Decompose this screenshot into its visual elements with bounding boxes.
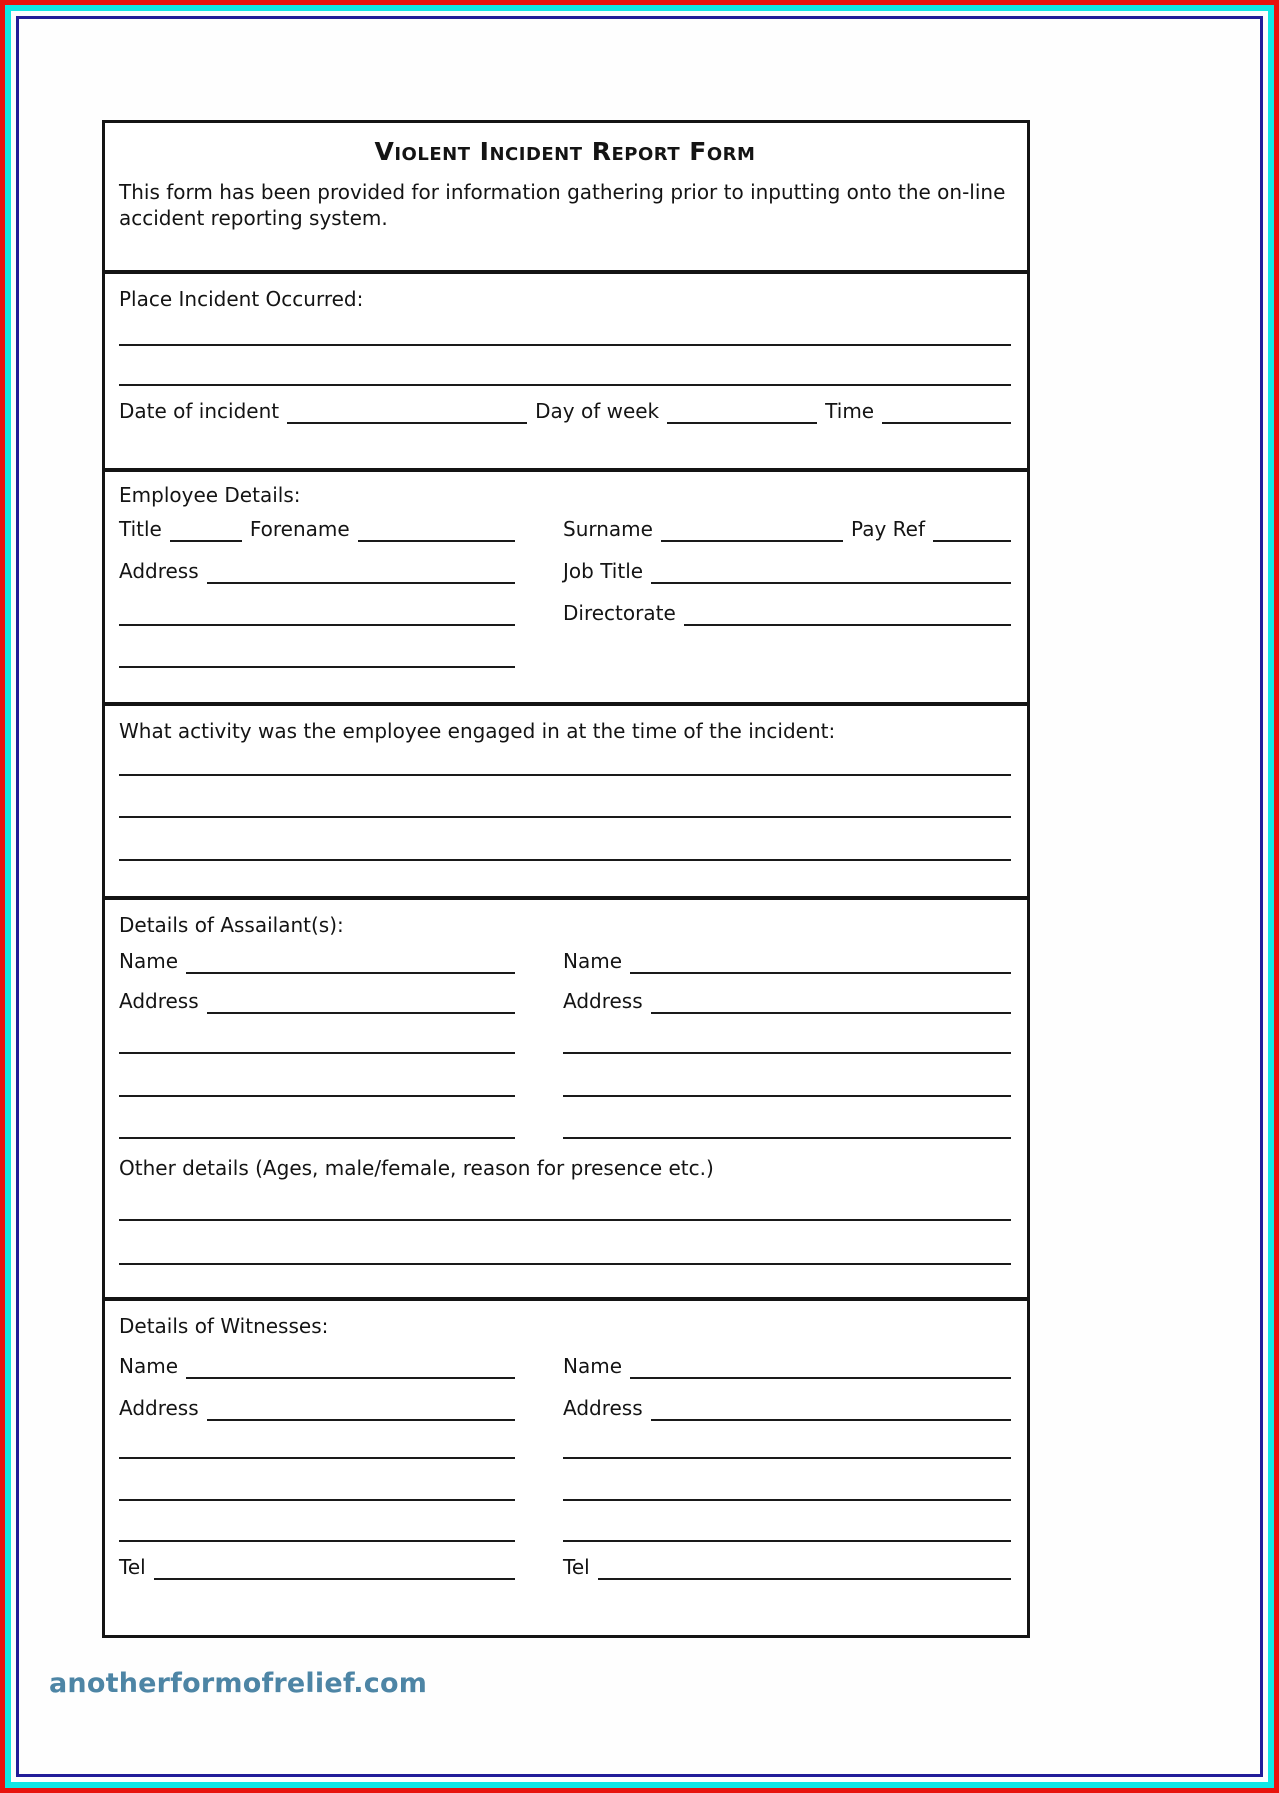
employee-columns [119,508,1011,668]
witness-2-address-label: Address [563,1396,643,1420]
date-of-incident-label: Date of incident [119,399,280,423]
pay-ref-label: Pay Ref [851,517,925,541]
activity-label: What activity was the employee engaged in at the time of the incident: [119,719,836,743]
date-row [119,398,1011,424]
witness-1-address-line-2[interactable] [119,1421,515,1459]
place-line-2[interactable] [119,346,1011,386]
witness-2-tel-label: Tel [563,1555,590,1579]
section-header [105,123,1027,270]
assailant-2-name-label: Name [563,949,623,973]
assailant-1-address-line-3[interactable] [119,1054,515,1097]
employee-address-line-3[interactable] [119,642,515,668]
assailant-2-address-line-1[interactable] [651,992,1011,1014]
assailant-2-address-label: Address [563,989,643,1013]
section-assailants [105,896,1027,1297]
assailant-2-address-line-4[interactable] [563,1097,1011,1139]
witness-1-address-line-1[interactable] [207,1399,515,1421]
title-label: Title [119,517,162,541]
place-incident-label: Place Incident Occurred: [119,287,364,311]
other-details-line-1[interactable] [119,1181,1011,1221]
activity-line-1[interactable] [119,744,1011,776]
employee-right-column [563,508,1011,626]
assailants-label: Details of Assailant(s): [119,913,344,937]
employee-left-column [119,508,515,668]
title-line[interactable] [170,520,242,542]
activity-line-3[interactable] [119,818,1011,861]
witness-2-name-label: Name [563,1354,623,1378]
section-place-incident [105,270,1027,468]
form-intro-line2: accident reporting system. [119,206,388,230]
witness-2-address-line-2[interactable] [563,1421,1011,1459]
witness-1-address-line-3[interactable] [119,1459,515,1501]
activity-line-2[interactable] [119,776,1011,818]
assailant-2-column [563,938,1011,1139]
witness-2-address-line-3[interactable] [563,1459,1011,1501]
witness-1-address-line-4[interactable] [119,1501,515,1542]
assailant-1-column [119,938,515,1139]
witness-2-column [563,1339,1011,1580]
employee-address-line-1[interactable] [207,562,515,584]
section-activity [105,702,1027,896]
witness-1-column [119,1339,515,1580]
witnesses-label: Details of Witnesses: [119,1314,329,1338]
witness-1-tel-line[interactable] [154,1558,515,1580]
assailants-columns [119,938,1011,1139]
time-label: Time [825,399,875,423]
witness-1-name-line[interactable] [186,1357,515,1379]
witness-1-tel-label: Tel [119,1555,146,1579]
incident-report-form [102,120,1030,1638]
other-details-label: Other details (Ages, male/female, reason for presence etc.) [119,1156,714,1180]
footer-watermark: anotherformofrelief.com [49,1668,428,1699]
surname-label: Surname [563,517,653,541]
assailant-2-address-line-2[interactable] [563,1014,1011,1054]
witness-1-address-label: Address [119,1396,199,1420]
assailant-2-address-line-3[interactable] [563,1054,1011,1097]
employee-address-line-2[interactable] [119,600,515,626]
page-border-cyan [5,5,1274,1788]
assailant-1-name-line[interactable] [186,952,515,974]
surname-line[interactable] [661,520,843,542]
pay-ref-line[interactable] [933,520,1011,542]
day-of-week-line[interactable] [667,402,817,424]
witness-2-address-line-4[interactable] [563,1501,1011,1542]
section-employee-details [105,468,1027,702]
other-details-line-2[interactable] [119,1221,1011,1265]
time-line[interactable] [882,402,1011,424]
assailant-2-name-line[interactable] [630,952,1011,974]
form-title: Violent Incident Report Form [374,137,756,166]
job-title-line[interactable] [651,562,1011,584]
forename-label: Forename [249,517,350,541]
witness-1-name-label: Name [119,1354,179,1378]
employee-details-label: Employee Details: [119,483,301,507]
directorate-line[interactable] [684,604,1011,626]
witnesses-columns [119,1339,1011,1580]
witness-2-tel-line[interactable] [598,1558,1011,1580]
job-title-label: Job Title [563,559,644,583]
employee-address-label: Address [119,559,199,583]
assailant-1-address-line-1[interactable] [207,992,515,1014]
witness-2-address-line-1[interactable] [651,1399,1011,1421]
page-border-navy [16,16,1263,1777]
form-intro-line1: This form has been provided for information gathering prior to inputting onto the on-line [119,180,1006,204]
day-of-week-label: Day of week [535,399,660,423]
section-witnesses [105,1297,1027,1635]
date-of-incident-line[interactable] [287,402,527,424]
assailant-1-name-label: Name [119,949,179,973]
witness-2-name-line[interactable] [630,1357,1011,1379]
assailant-1-address-line-4[interactable] [119,1097,515,1139]
forename-line[interactable] [358,520,515,542]
assailant-1-address-line-2[interactable] [119,1014,515,1054]
page-border-white [11,11,1268,1782]
place-line-1[interactable] [119,312,1011,346]
assailant-1-address-label: Address [119,989,199,1013]
directorate-label: Directorate [563,601,676,625]
